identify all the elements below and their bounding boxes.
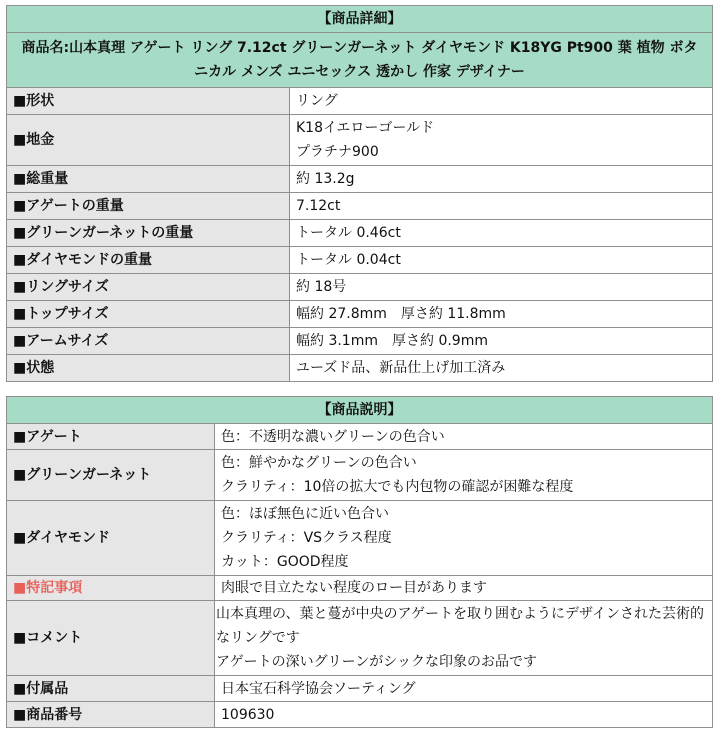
label-top-size: ■トップサイズ: [7, 301, 290, 328]
label-agate: ■アゲート: [7, 424, 215, 450]
value-comment-line: 山本真理の、葉と蔓が中央のアゲートを取り囲むようにデザインされた芸術的なリングです: [216, 606, 705, 646]
value-diamond-line: クラリティ：VSクラス程度: [221, 530, 392, 546]
label-comment: ■コメント: [7, 601, 215, 676]
value-green-garnet-line: 色：鮮やかなグリーンの色合い: [221, 455, 417, 471]
product-title: 商品名:山本真理 アゲート リング 7.12ct グリーンガーネット ダイヤモンド K18YG Pt900 葉 植物 ボタニカル メンズ ユニセックス 透かし 作家 デザイナー: [7, 33, 713, 88]
label-product-number: ■商品番号: [7, 702, 215, 728]
value-condition: ユーズド品、新品仕上げ加工済み: [290, 355, 713, 382]
label-agate-weight: ■アゲートの重量: [7, 193, 290, 220]
label-shape: ■形状: [7, 88, 290, 115]
value-special-notes: 肉眼で目立たない程度のロー目があります: [215, 576, 713, 601]
product-description-table: [6, 396, 713, 728]
label-special-notes: ■特記事項: [7, 576, 215, 601]
value-agate: 色：不透明な濃いグリーンの色合い: [215, 424, 713, 450]
value-ring-size: 約 18号: [290, 274, 713, 301]
value-top-size: 幅約 27.8mm 厚さ約 11.8mm: [290, 301, 713, 328]
label-accessories: ■付属品: [7, 676, 215, 702]
value-green-garnet: [215, 450, 713, 501]
label-ring-size: ■リングサイズ: [7, 274, 290, 301]
label-total-weight: ■総重量: [7, 166, 290, 193]
label-diamond: ■ダイヤモンド: [7, 501, 215, 576]
value-accessories: 日本宝石科学協会ソーティング: [215, 676, 713, 702]
value-comment: [215, 601, 713, 676]
label-arm-size: ■アームサイズ: [7, 328, 290, 355]
value-shape: リング: [290, 88, 713, 115]
label-garnet-weight: ■グリーンガーネットの重量: [7, 220, 290, 247]
details-header: 【商品詳細】: [7, 6, 713, 33]
value-agate-weight: 7.12ct: [290, 193, 713, 220]
value-metal-line: K18イエローゴールド: [296, 120, 435, 136]
value-metal: [290, 115, 713, 166]
value-diamond: [215, 501, 713, 576]
value-green-garnet-line: クラリティ：10倍の拡大でも内包物の確認が困難な程度: [221, 479, 574, 495]
value-diamond-line: カット：GOOD程度: [221, 554, 349, 570]
value-arm-size: 幅約 3.1mm 厚さ約 0.9mm: [290, 328, 713, 355]
product-details-table: [6, 5, 713, 382]
label-metal: ■地金: [7, 115, 290, 166]
value-comment-line: アゲートの深いグリーンがシックな印象のお品です: [216, 654, 538, 670]
label-green-garnet: ■グリーンガーネット: [7, 450, 215, 501]
label-condition: ■状態: [7, 355, 290, 382]
value-garnet-weight: トータル 0.46ct: [290, 220, 713, 247]
value-diamond-weight: トータル 0.04ct: [290, 247, 713, 274]
label-diamond-weight: ■ダイヤモンドの重量: [7, 247, 290, 274]
description-header: 【商品説明】: [7, 397, 713, 424]
value-metal-line: プラチナ900: [296, 144, 379, 160]
value-total-weight: 約 13.2g: [290, 166, 713, 193]
value-diamond-line: 色：ほぼ無色に近い色合い: [221, 506, 389, 522]
value-product-number: 109630: [215, 702, 713, 728]
